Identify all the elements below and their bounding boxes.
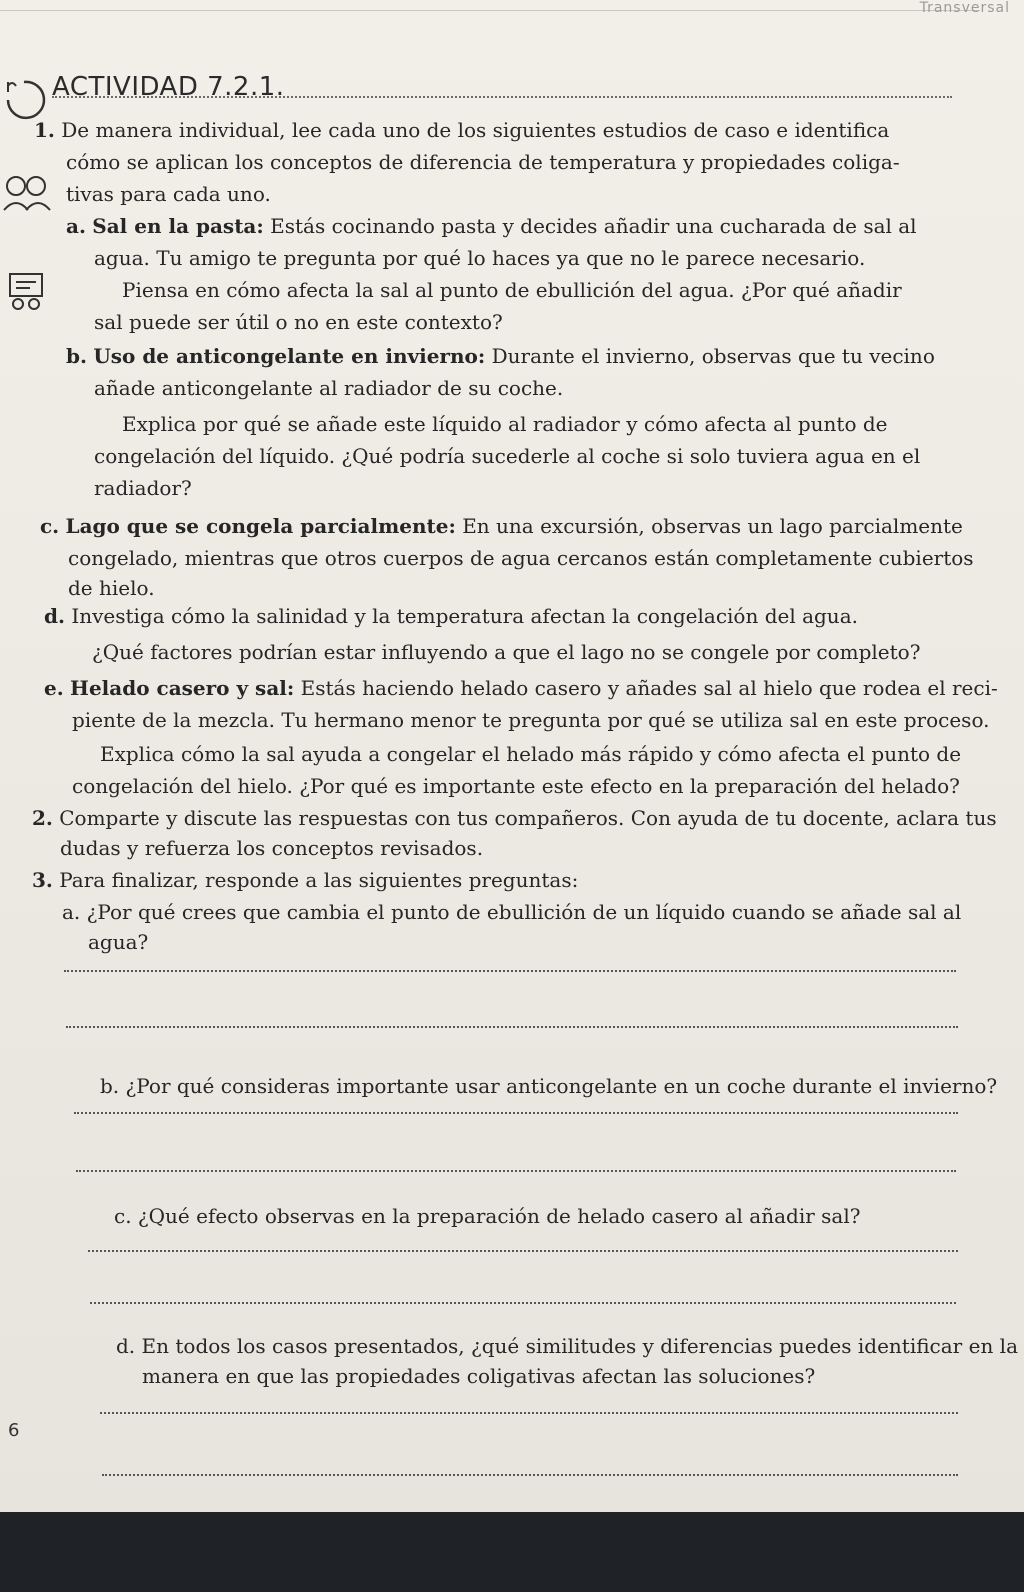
case-b-line-1: b. Uso de anticongelante en invierno: Durante el invierno, observas que tu vecino bbox=[66, 344, 935, 368]
head-circle-icon bbox=[2, 74, 46, 124]
case-b-line-3: Explica por qué se añade este líquido al radiador y cómo afecta al punto de bbox=[122, 412, 888, 436]
q1-line-3: tivas para cada uno. bbox=[66, 182, 271, 206]
case-e-line-4: congelación del hielo. ¿Por qué es importante este efecto en la preparación del helado? bbox=[72, 774, 960, 798]
answer-line-c-2[interactable] bbox=[90, 1302, 956, 1304]
dark-background bbox=[0, 1512, 1024, 1592]
q3d-line-2: manera en que las propiedades coligativas afectan las soluciones? bbox=[142, 1364, 816, 1388]
answer-line-d-2[interactable] bbox=[102, 1474, 958, 1476]
case-c-line-3: de hielo. bbox=[68, 576, 155, 600]
case-d-line-1: d. Investiga cómo la salinidad y la temperatura afectan la congelación del agua. bbox=[44, 604, 858, 628]
case-b-line-4: congelación del líquido. ¿Qué podría sucederle al coche si solo tuviera agua en el bbox=[94, 444, 921, 468]
answer-line-a-1[interactable] bbox=[64, 970, 956, 972]
top-rule bbox=[0, 10, 980, 11]
case-d-line-2: ¿Qué factores podrían estar influyendo a que el lago no se congele por completo? bbox=[92, 640, 921, 664]
q3b-question: b. ¿Por qué consideras importante usar anticongelante en un coche durante el invierno? bbox=[100, 1074, 998, 1098]
answer-line-c-1[interactable] bbox=[88, 1250, 958, 1252]
q3-intro: 3. Para finalizar, responde a las siguientes preguntas: bbox=[32, 868, 579, 892]
case-a-line-3: Piensa en cómo afecta la sal al punto de ebullición del agua. ¿Por qué añadir bbox=[122, 278, 902, 302]
page-number: 6 bbox=[8, 1420, 20, 1441]
q2-line-1: 2. Comparte y discute las respuestas con tus compañeros. Con ayuda de tu docente, aclara tus bbox=[32, 806, 997, 830]
case-e-line-1: e. Helado casero y sal: Estás haciendo helado casero y añades sal al hielo que rodea el reci- bbox=[44, 676, 998, 700]
case-a-line-1: a. Sal en la pasta: Estás cocinando pasta y decides añadir una cucharada de sal al bbox=[66, 214, 917, 238]
q2-line-2: dudas y refuerza los conceptos revisados. bbox=[60, 836, 484, 860]
case-c-line-1: c. Lago que se congela parcialmente: En una excursión, observas un lago parcialmente bbox=[40, 514, 963, 538]
answer-line-a-2[interactable] bbox=[66, 1026, 958, 1028]
case-e-line-3: Explica cómo la sal ayuda a congelar el helado más rápido y cómo afecta el punto de bbox=[100, 742, 962, 766]
group-board-icon bbox=[4, 268, 50, 316]
case-b-line-2: añade anticongelante al radiador de su coche. bbox=[94, 376, 564, 400]
q3c-question: c. ¿Qué efecto observas en la preparación de helado casero al añadir sal? bbox=[114, 1204, 861, 1228]
q1-line-2: cómo se aplican los conceptos de diferencia de temperatura y propiedades coliga- bbox=[66, 150, 900, 174]
case-a-line-4: sal puede ser útil o no en este contexto? bbox=[94, 310, 503, 334]
case-e-line-2: piente de la mezcla. Tu hermano menor te pregunta por qué se utiliza sal en este proceso. bbox=[72, 708, 990, 732]
case-c-line-2: congelado, mientras que otros cuerpos de agua cercanos están completamente cubiertos bbox=[68, 546, 974, 570]
q3d-line-1: d. En todos los casos presentados, ¿qué similitudes y diferencias puedes identificar en la bbox=[116, 1334, 1018, 1358]
people-pair-icon bbox=[2, 168, 52, 214]
q3a-line-1: a. ¿Por qué crees que cambia el punto de ebullición de un líquido cuando se añade sal al bbox=[62, 900, 962, 924]
q3a-line-2: agua? bbox=[88, 930, 149, 954]
activity-title: ACTIVIDAD 7.2.1. bbox=[52, 72, 285, 102]
case-a-line-2: agua. Tu amigo te pregunta por qué lo haces ya que no le parece necesario. bbox=[94, 246, 866, 270]
answer-line-d-1[interactable] bbox=[100, 1412, 958, 1414]
title-dotted-rule bbox=[52, 96, 952, 98]
answer-line-b-2[interactable] bbox=[76, 1170, 956, 1172]
q1-line-1: 1. De manera individual, lee cada uno de los siguientes estudios de caso e identifica bbox=[34, 118, 890, 142]
answer-line-b-1[interactable] bbox=[74, 1112, 958, 1114]
case-b-line-5: radiador? bbox=[94, 476, 192, 500]
corner-tag: Transversal bbox=[919, 0, 1010, 16]
